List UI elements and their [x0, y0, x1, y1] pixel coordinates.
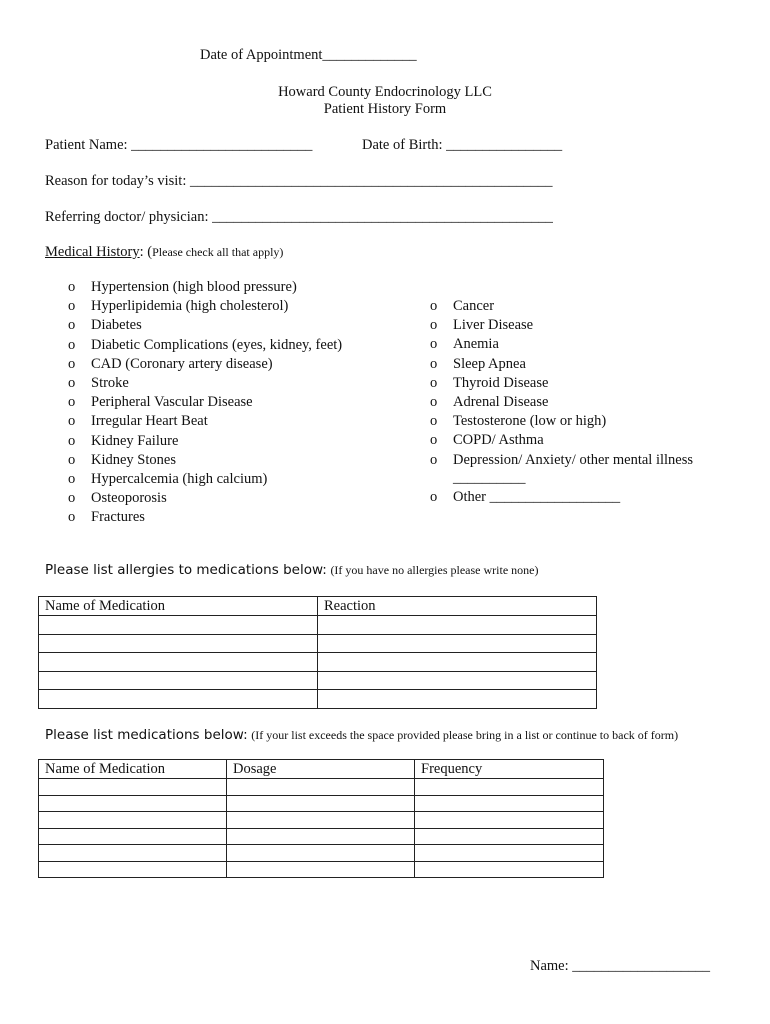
table-cell[interactable] — [39, 795, 227, 812]
table-cell[interactable] — [39, 634, 318, 653]
table-cell[interactable] — [39, 779, 227, 796]
table-row — [39, 634, 597, 653]
checklist-item-label: Hypertension (high blood pressure) — [91, 279, 297, 295]
table-cell[interactable] — [39, 690, 318, 709]
checklist-item[interactable] — [68, 297, 388, 316]
table-row — [39, 653, 597, 672]
checkbox-bullet[interactable]: o — [68, 279, 76, 295]
checklist-item[interactable] — [68, 508, 388, 527]
table-cell[interactable] — [227, 779, 415, 796]
checklist-item[interactable] — [68, 316, 388, 335]
medical-history-instruction: Please check all that apply) — [152, 245, 284, 259]
checkbox-bullet[interactable]: o — [430, 413, 438, 430]
checklist-item-label: Hyperlipidemia (high cholesterol) — [91, 298, 289, 315]
table-cell[interactable] — [227, 828, 415, 845]
table-row — [39, 812, 604, 829]
checkbox-bullet[interactable]: o — [430, 432, 438, 449]
checklist-item-label: CAD (Coronary artery disease) — [91, 355, 273, 372]
table-row — [39, 690, 597, 709]
patient-name-field[interactable]: Patient Name: _________________________ — [45, 137, 313, 153]
checklist-item[interactable] — [68, 278, 388, 297]
checklist-item-label: Depression/ Anxiety/ other mental illness — [453, 451, 694, 468]
other-condition-field[interactable]: Other __________________ — [453, 489, 621, 505]
checklist-item-label: Hypercalcemia (high calcium) — [91, 470, 268, 487]
checklist-item[interactable] — [430, 451, 730, 470]
table-cell[interactable] — [415, 812, 604, 829]
checklist-item-label: COPD/ Asthma — [453, 432, 544, 449]
table-cell[interactable] — [39, 653, 318, 672]
form-title: Patient History Form — [323, 101, 447, 117]
medications-header-row — [39, 760, 604, 779]
checklist-item-label: Liver Disease — [453, 317, 534, 334]
table-cell[interactable] — [318, 653, 597, 672]
checklist-item[interactable] — [430, 335, 730, 354]
checklist-item[interactable] — [430, 355, 730, 374]
checklist-item[interactable] — [430, 393, 730, 412]
practice-name: Howard County Endocrinology LLC — [278, 84, 492, 100]
allergies-prompt-line — [45, 563, 538, 578]
checklist-item[interactable] — [68, 451, 388, 470]
checklist-item-label: Kidney Stones — [91, 451, 176, 468]
table-row — [39, 861, 604, 878]
table-row — [39, 828, 604, 845]
table-cell[interactable] — [39, 845, 227, 862]
checkbox-bullet[interactable]: o — [68, 413, 76, 430]
checklist-item[interactable] — [68, 432, 388, 451]
checkbox-bullet[interactable]: o — [430, 317, 438, 334]
column-header: Dosage — [227, 760, 415, 779]
footer-name-field[interactable]: Name: ___________________ — [530, 958, 711, 974]
table-row — [39, 779, 604, 796]
checkbox-bullet[interactable]: o — [430, 451, 438, 468]
checklist-item-label: Testosterone (low or high) — [453, 413, 607, 430]
checklist-item-label: Diabetic Complications (eyes, kidney, feet) — [91, 336, 343, 353]
date-of-birth-field[interactable]: Date of Birth: ________________ — [362, 137, 563, 153]
checklist-item-label: Kidney Failure — [91, 432, 179, 449]
checklist-item-label: Anemia — [453, 336, 499, 353]
table-cell[interactable] — [415, 779, 604, 796]
checkbox-bullet[interactable]: o — [430, 355, 438, 372]
allergies-header-row — [39, 597, 597, 616]
column-header: Name of Medication — [39, 760, 227, 779]
checklist-item-label: Stroke — [91, 374, 129, 391]
table-cell[interactable] — [227, 812, 415, 829]
checklist-item[interactable] — [430, 374, 730, 393]
checklist-item[interactable] — [68, 470, 388, 489]
checklist-item-label: Sleep Apnea — [453, 355, 526, 372]
checklist-item[interactable] — [430, 431, 730, 450]
checkbox-bullet[interactable]: o — [68, 470, 76, 487]
checkbox-bullet[interactable]: o — [68, 394, 76, 411]
checkbox-bullet[interactable]: o — [68, 355, 76, 372]
allergies-prompt: Please list allergies to medications below: — [45, 562, 327, 578]
checkbox-bullet[interactable]: o — [430, 489, 438, 505]
checklist-item[interactable] — [430, 316, 730, 335]
checklist-item-label: Cancer — [453, 298, 495, 314]
table-cell[interactable] — [318, 616, 597, 635]
medical-history-heading — [45, 245, 283, 260]
referring-physician-field[interactable]: Referring doctor/ physician: _______________________________________________ — [45, 209, 553, 225]
checkbox-bullet[interactable]: o — [68, 317, 76, 334]
medications-prompt-line — [45, 728, 678, 743]
checklist-item-label: Thyroid Disease — [453, 374, 549, 391]
table-cell[interactable] — [318, 671, 597, 690]
table-cell[interactable] — [39, 671, 318, 690]
depression-continuation-line[interactable]: __________ — [453, 470, 526, 486]
checkbox-bullet[interactable]: o — [68, 451, 76, 468]
checklist-item[interactable] — [68, 489, 388, 508]
appointment-date-field[interactable]: Date of Appointment_____________ — [200, 47, 417, 63]
checklist-item-label: Diabetes — [91, 317, 142, 334]
table-cell[interactable] — [227, 795, 415, 812]
checkbox-bullet[interactable]: o — [68, 509, 76, 526]
allergies-table — [38, 596, 597, 709]
checkbox-bullet[interactable]: o — [430, 374, 438, 391]
column-header: Frequency — [415, 760, 604, 779]
medications-prompt: Please list medications below: — [45, 727, 248, 743]
checklist-item[interactable] — [68, 412, 388, 431]
checkbox-bullet[interactable]: o — [68, 298, 76, 315]
table-cell[interactable] — [227, 861, 415, 878]
checklist-item[interactable] — [68, 336, 388, 355]
column-header: Reaction — [318, 597, 597, 616]
table-cell[interactable] — [39, 828, 227, 845]
checklist-item[interactable] — [430, 412, 730, 431]
checklist-item-label: Irregular Heart Beat — [91, 413, 208, 430]
table-cell[interactable] — [39, 861, 227, 878]
checkbox-bullet[interactable]: o — [68, 490, 76, 507]
table-row — [39, 616, 597, 635]
checklist-item-label: Fractures — [91, 509, 145, 526]
table-cell[interactable] — [415, 845, 604, 862]
medical-history-right-list — [430, 297, 730, 470]
checkbox-bullet[interactable]: o — [68, 432, 76, 449]
table-row — [39, 845, 604, 862]
table-cell[interactable] — [415, 795, 604, 812]
checkbox-bullet[interactable]: o — [430, 298, 438, 314]
table-cell[interactable] — [415, 828, 604, 845]
medical-history-left-list — [68, 278, 388, 527]
checklist-item-label: Osteoporosis — [91, 490, 167, 507]
checklist-item-label: Adrenal Disease — [453, 393, 549, 410]
checkbox-bullet[interactable]: o — [430, 393, 438, 410]
table-row — [39, 795, 604, 812]
checklist-item[interactable] — [68, 393, 388, 412]
table-cell[interactable] — [318, 634, 597, 653]
table-row — [39, 671, 597, 690]
checklist-item[interactable] — [68, 374, 388, 393]
checklist-item[interactable] — [430, 297, 730, 316]
other-condition-item[interactable] — [430, 489, 621, 505]
table-cell[interactable] — [39, 616, 318, 635]
checklist-item[interactable] — [68, 355, 388, 374]
checkbox-bullet[interactable]: o — [68, 374, 76, 391]
table-cell[interactable] — [227, 845, 415, 862]
medical-history-punct: : ( — [139, 244, 153, 260]
checklist-item-label: Peripheral Vascular Disease — [91, 394, 253, 411]
checkbox-bullet[interactable]: o — [68, 336, 76, 353]
column-header: Name of Medication — [39, 597, 318, 616]
table-cell[interactable] — [318, 690, 597, 709]
checkbox-bullet[interactable]: o — [430, 336, 438, 353]
medical-history-title: Medical History — [45, 244, 140, 260]
allergies-note: (If you have no allergies please write none) — [330, 563, 539, 577]
medications-table — [38, 759, 604, 878]
reason-for-visit-field[interactable]: Reason for today’s visit: __________________________________________________ — [45, 173, 553, 189]
table-cell[interactable] — [415, 861, 604, 878]
medications-note: (If your list exceeds the space provided please bring in a list or continue to back of form) — [251, 728, 679, 742]
table-cell[interactable] — [39, 812, 227, 829]
